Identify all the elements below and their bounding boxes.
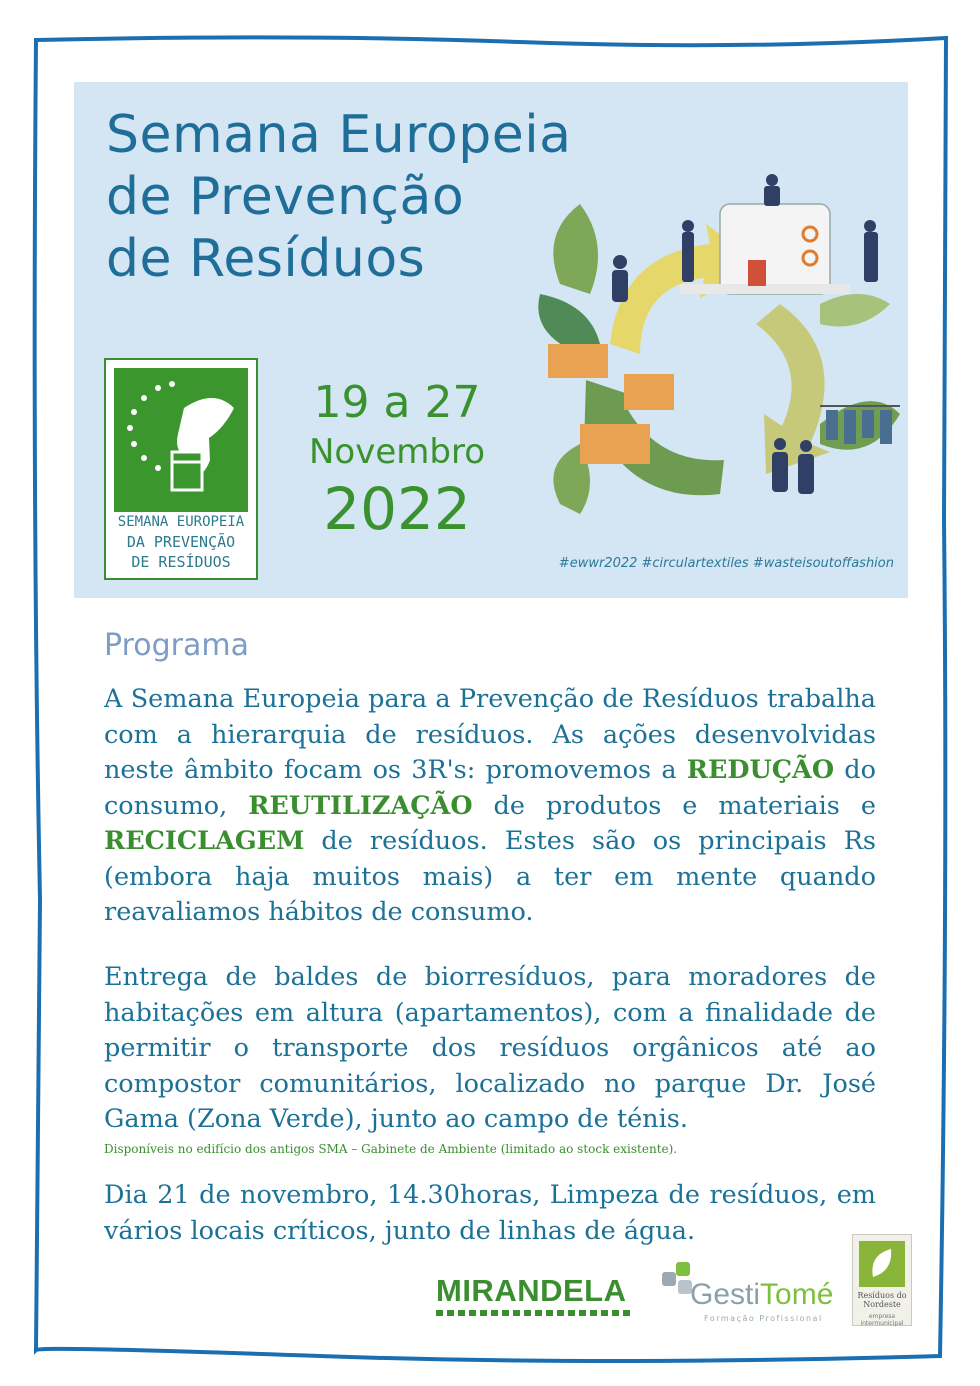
- gesti-text: Gesti: [690, 1278, 761, 1311]
- banner-title: [106, 104, 576, 290]
- leaf-icon: [859, 1241, 905, 1287]
- p1-text-1: A Semana Europeia para a Prevenção de Resíduos trabalha com a hierarquia de resíduos. As ações desenvolvidas neste âmbito focam os 3R's: promovemos a: [104, 684, 876, 785]
- event-dates: [292, 376, 502, 544]
- p1-text-2: do consumo,: [104, 755, 876, 821]
- logo-line-1: SEMANA EUROPEIA: [117, 514, 245, 530]
- ewwr-logo: [104, 358, 258, 580]
- title-line-2: de Prevenção: [106, 167, 465, 227]
- residuos-name: Resíduos do Nordeste: [857, 1291, 907, 1309]
- mirandela-logo: [436, 1274, 632, 1318]
- residuos-nordeste-logo: [852, 1234, 912, 1326]
- keyword-reutilizacao: REUTILIZAÇÃO: [248, 790, 473, 821]
- date-range: 19 a 27: [313, 377, 481, 428]
- hashtags: #ewwr2022 #circulartextiles #wasteisoutoffashion: [558, 556, 894, 571]
- availability-note: Disponíveis no edifício dos antigos SMA – Gabinete de Ambiente (limitado ao stock existente).: [104, 1142, 678, 1156]
- gestitome-wordmark: [690, 1278, 833, 1312]
- gestitome-logo: [660, 1262, 834, 1324]
- residuos-subtitle: empresa intermunicipal: [860, 1313, 904, 1327]
- program-paragraph-cleanup: Dia 21 de novembro, 14.30horas, Limpeza de resíduos, em vários locais críticos, junto de linhas de água.: [104, 1180, 876, 1246]
- title-line-3: de Resíduos: [106, 229, 426, 289]
- program-heading: Programa: [104, 628, 249, 663]
- date-year: 2022: [323, 475, 471, 543]
- circular-textiles-illustration: [520, 174, 904, 544]
- tome-text: Tomé: [760, 1278, 834, 1311]
- title-line-1: Semana Europeia: [106, 105, 572, 165]
- keyword-reducao: REDUÇÃO: [686, 755, 835, 785]
- keyword-reciclagem: RECICLAGEM: [104, 826, 305, 856]
- program-paragraph-biowaste: Entrega de baldes de biorresíduos, para moradores de habitações em altura (apartamentos), com a finalidade de permitir o transporte dos resíduos orgânicos até ao compostor comunitários, localizado no parque Dr. José Gama (Zona Verde), junto ao campo de ténis.: [104, 962, 876, 1134]
- logo-label: [110, 512, 252, 572]
- date-month: Novembro: [308, 432, 485, 472]
- p1-text-4: de resíduos. Estes são os principais Rs (embora haja muitos mais) a ter em mente quando reavaliamos hábitos de consumo.: [104, 826, 876, 927]
- logo-line-3: DE RESÍDUOS: [131, 553, 231, 571]
- program-paragraph-3rs: [104, 682, 876, 931]
- mirandela-wordmark: MIRANDELA: [436, 1273, 627, 1308]
- p1-text-3: de produtos e materiais e: [472, 790, 876, 821]
- logo-line-2: DA PREVENÇÃO: [126, 533, 236, 551]
- gestitome-subtitle: Formação Profissional: [704, 1314, 823, 1323]
- mirandela-dots: [436, 1310, 632, 1316]
- hand-bin-icon: [114, 368, 248, 512]
- event-banner: [74, 82, 908, 598]
